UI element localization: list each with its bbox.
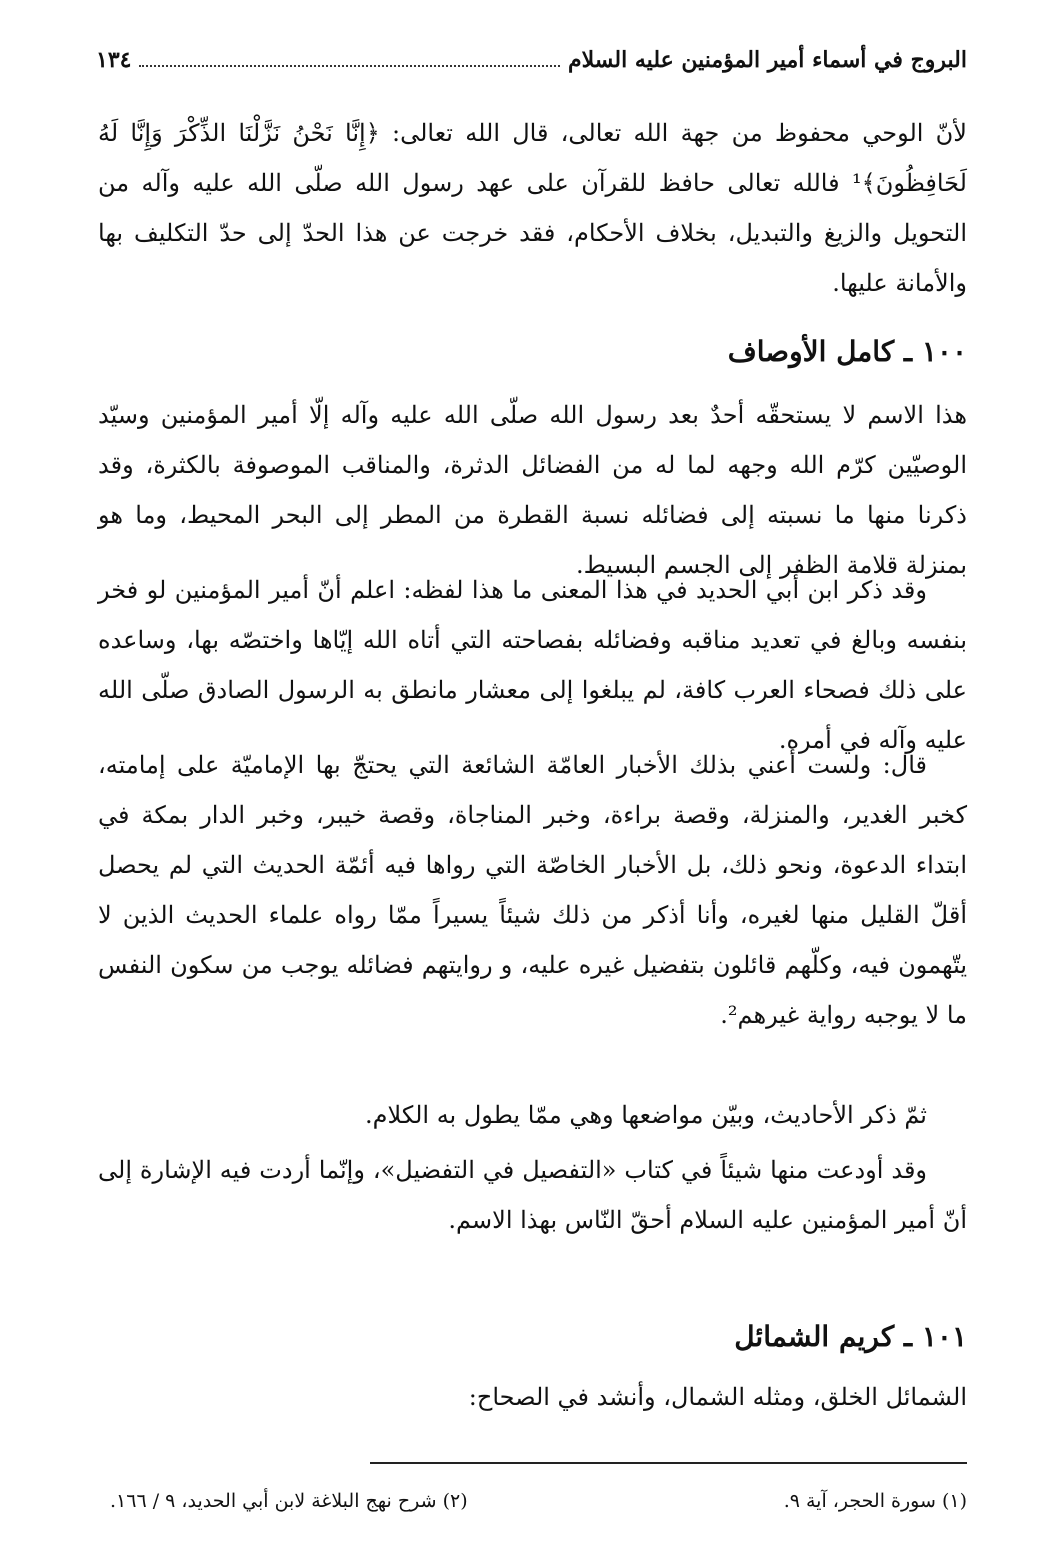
header-dotted-leader xyxy=(139,53,560,67)
section-heading-101: ١٠١ ـ كريم الشمائل xyxy=(734,1320,967,1353)
page-header xyxy=(96,40,967,80)
section-101-paragraph-1: الشمائل الخلق، ومثله الشمال، وأنشد في الصحاح: xyxy=(468,1383,967,1411)
running-title: البروج في أسماء أمير المؤمنين عليه السلام xyxy=(568,47,967,73)
page-number: ١٣٤ xyxy=(96,47,132,73)
footnote-separator xyxy=(370,1462,967,1464)
section-100-paragraph-2: وقد ذكر ابن أبي الحديد في هذا المعنى ما هذا لفظه: اعلم أنّ أمير المؤمنين لو فخر بنفسه وبالغ في تعديد مناقبه وفضائله بفصاحته التي أتاه الله إيّاها واختصّه بها، وساعده على ذلك فصحاء العرب كافة، لم يبلغوا إلى معشار مانطق به الرسول الصادق صلّى الله عليه وآله في أمره. xyxy=(98,576,967,754)
intro-paragraph: لأنّ الوحي محفوظ من جهة الله تعالى، قال الله تعالى: ﴿إِنَّا نَحْنُ نَزَّلْنَا الذِّكْرَ وَإِنَّا لَهُ لَحَافِظُونَ﴾¹ فالله تعالى حافظ للقرآن على عهد رسول الله صلّى الله عليه وآله من التحويل والزيغ والتبديل، بخلاف الأحكام، فقد خرجت عن هذا الحدّ إلى حدّ التكليف بها والأمانة عليها. xyxy=(98,119,967,297)
section-100-paragraph-3: قال: ولست أعني بذلك الأخبار العامّة الشائعة التي يحتجّ بها الإماميّة على إمامته، كخبر الغدير، والمنزلة، وقصة براءة، وخبر المناجاة، وقصة خيبر، وخبر الدار بمكة في ابتداء الدعوة، ونحو ذلك، بل الأخبار الخاصّة التي رواها فيه أئمّة الحديث التي لم يحصل أقلّ القليل منها لغيره، وأنا أذكر من ذلك شيئاً يسيراً ممّا رواه علماء الحديث الذين لا يتّهمون فيه، وكلّهم قائلون بتفضيل غيره عليه، و روايتهم فضائله يوجب من سكون النفس ما لا يوجبه رواية غيرهم². xyxy=(98,751,967,1029)
section-100-paragraph-1: هذا الاسم لا يستحقّه أحدٌ بعد رسول الله صلّى الله عليه وآله إلّا أمير المؤمنين وسيّد الوصيّين كرّم الله وجهه لما له من الفضائل الدثرة، والمناقب الموصوفة بالكثرة، وقد ذكرنا منها ما نسبته إلى فضائله نسبة القطرة من المطر إلى البحر المحيط، وما هو بمنزلة قلامة الظفر إلى الجسم البسيط. xyxy=(98,401,967,579)
footnote-1: (١) سورة الحجر، آية ٩. xyxy=(783,1490,967,1512)
section-100-paragraph-5: وقد أودعت منها شيئاً في كتاب «التفصيل في التفضيل»، وإنّما أردت فيه الإشارة إلى أنّ أمير المؤمنين عليه السلام أحقّ النّاس بهذا الاسم. xyxy=(98,1156,967,1234)
section-heading-100: ١٠٠ ـ كامل الأوصاف xyxy=(727,335,967,368)
footnotes xyxy=(110,1490,967,1512)
section-100-paragraph-4: ثمّ ذكر الأحاديث، وبيّن مواضعها وهي ممّا يطول به الكلام. xyxy=(365,1101,927,1129)
footnote-2: (٢) شرح نهج البلاغة لابن أبي الحديد، ٩ / ١٦٦. xyxy=(110,1490,468,1512)
